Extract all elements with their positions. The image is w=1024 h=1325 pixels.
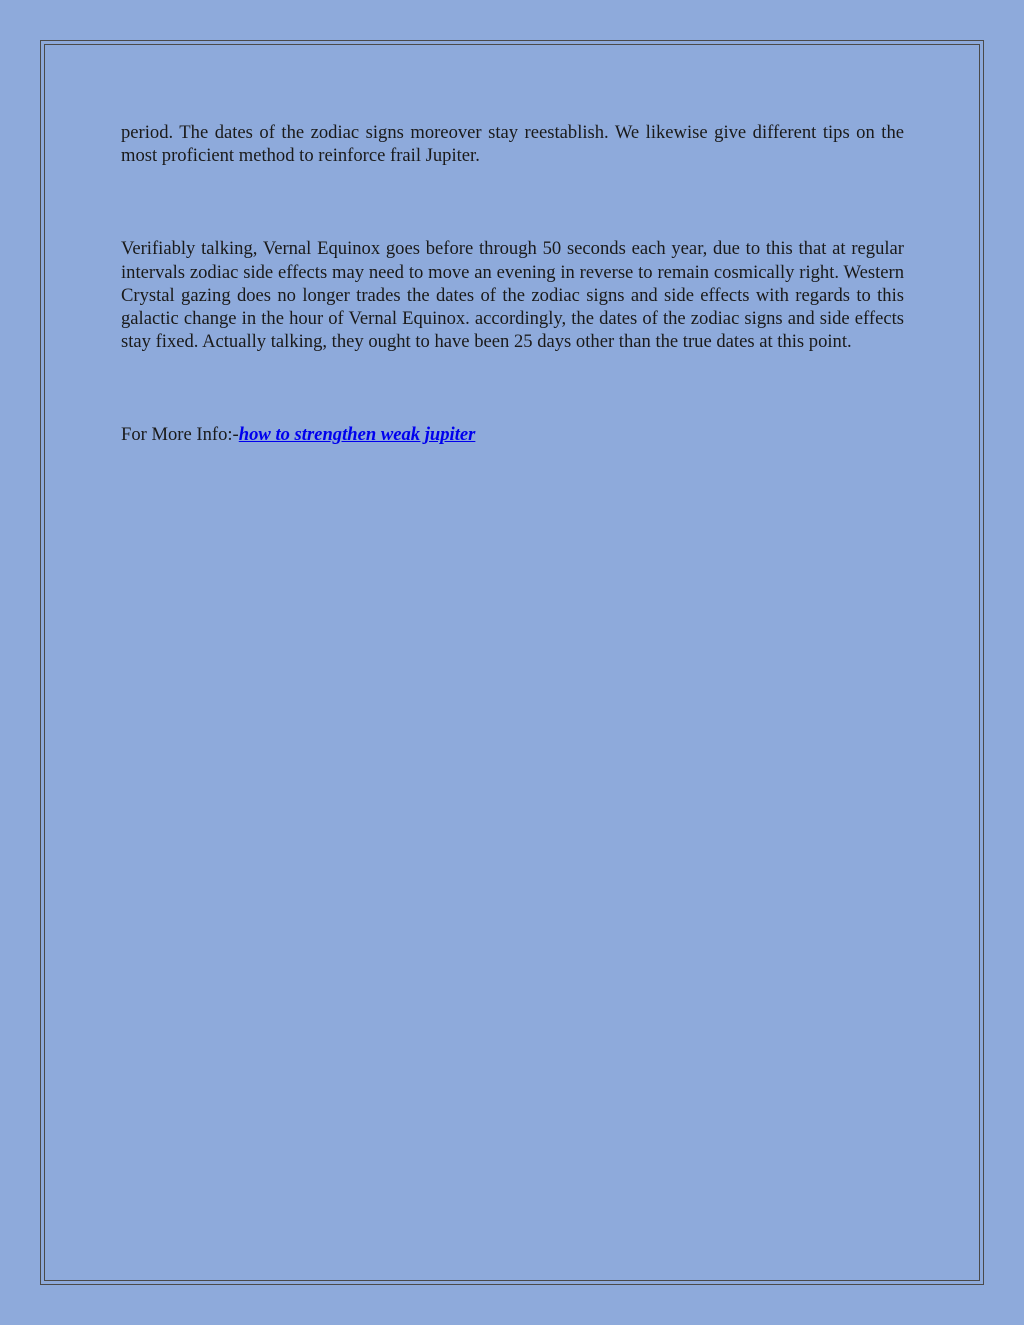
- more-info-line: [121, 423, 904, 446]
- paragraph-2: Verifiably talking, Vernal Equinox goes before through 50 seconds each year, due to this that at regular intervals zodiac side effects may need to move an evening in reverse to remain cosmically right. Western Crystal gazing does no longer trades the dates of the zodiac signs and side effects with regards to this galactic change in the hour of Vernal Equinox. accordingly, the dates of the zodiac signs and side effects stay fixed. Actually talking, they ought to have been 25 days other than the true dates at this point.: [121, 238, 904, 353]
- more-info-link[interactable]: how to strengthen weak jupiter: [238, 424, 476, 446]
- more-info-prefix: For More Info:-: [121, 424, 239, 446]
- document-body: [121, 121, 904, 447]
- paragraph-1: period. The dates of the zodiac signs moreover stay reestablish. We likewise give different tips on the most proficient method to reinforce frail Jupiter.: [121, 122, 904, 167]
